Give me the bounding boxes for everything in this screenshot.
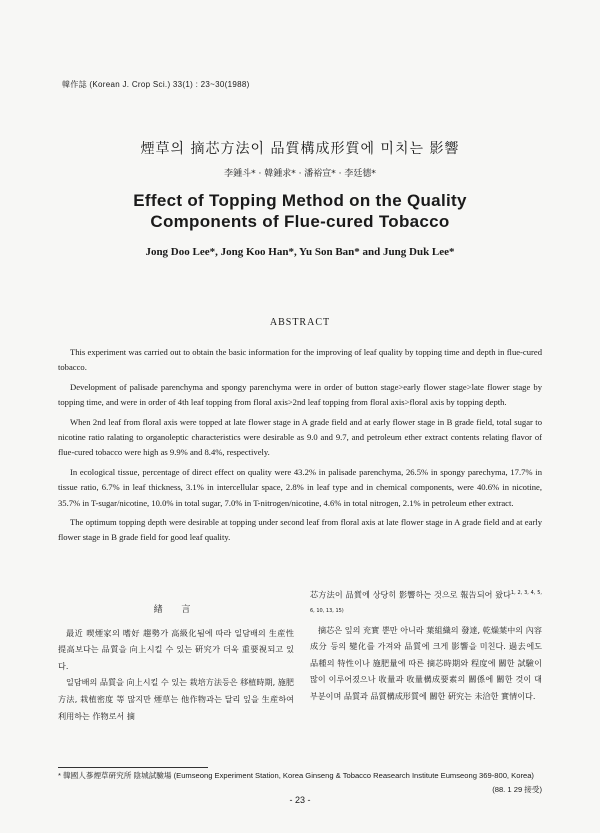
section-heading-introduction: 緖 言 xyxy=(153,605,199,615)
body-left-column xyxy=(58,602,294,724)
continued-text: 芯方法이 品質에 상당히 影響하는 것으로 報告되어 왔다 xyxy=(310,589,511,600)
reference-numbers: 1, 2, 3, 4, 5, 6, 10, 13, 15) xyxy=(310,590,542,615)
journal-citation: 韓作誌 (Korean J. Crop Sci.) 33(1) : 23~30(1988) xyxy=(62,80,250,89)
korean-authors: 李鍾斗* · 韓鍾求* · 潘裕宣* · 李廷德* xyxy=(224,169,376,179)
abstract-body xyxy=(58,345,542,550)
abstract-paragraph: In ecological tissue, percentage of direct effect on quality were 43.2% in palisade parenchyma, 26.5% in spongy parechyma, 17.7% in tissue ratio, 6.7% in leaf thickness, 3.1% in intercellular space, 2.8% in leaf type and in chemical components, were 40.6% in nicotine, 35.7% in T-sugar/nicotine, 10.0% in total sugar, 7.0% in T-nitrogen/nicotine, 4.6% in total nitrogen, 2.1% in petroleum ether extract. xyxy=(58,466,542,508)
body-paragraph: 摘芯은 잎의 充實 뿐만 아니라 葉組織의 發達, 乾燥葉中의 內容成分 등의 變化를 가져와 品質에 크게 影響을 미친다. 過去에도 品種의 特性이나 施肥量에 따른 摘芯時期와 程度에 關한 試驗이 많이 이루어졌으나 收量과 收量構成要素의 關係에 關한 것이 대부분이며 品質과 品質構成形質에 關한 硏究는 未洽한 實情이다. xyxy=(310,624,542,701)
abstract-paragraph: The optimum topping depth were desirable at topping under second leaf from floral axis at late flower stage in A grade field and at early flower stage in B grade field for good leaf quality. xyxy=(58,517,542,543)
body-paragraph: 最近 喫煙家의 嗜好 趨勢가 高級化됨에 따라 일담배의 生産性 提高보다는 品質을 向上시킬 수 있는 硏究가 더욱 重要視되고 있다. xyxy=(58,627,294,671)
affiliation-footnote: * 韓國人蔘煙草硏究所 陰城試驗場 (Eumseong Experiment Station, Korea Ginseng & Tobacco Reasearch Institute Eumseong 369-800, Korea) xyxy=(58,771,534,780)
abstract-heading: ABSTRACT xyxy=(269,317,331,328)
body-right-column xyxy=(310,585,542,705)
english-title-line-2: Components of Flue-cured Tobacco xyxy=(150,212,450,231)
footnote-divider xyxy=(58,767,208,768)
english-title xyxy=(0,190,600,232)
received-date: (88. 1 29 接受) xyxy=(492,785,542,794)
body-paragraph: 일담배의 品質을 向上시킬 수 있는 栽培方法등은 移植時期, 施肥方法, 栽植密度 等 많지만 煙草는 他作物과는 달리 잎을 生産하여 利用하는 作物로서 摘 xyxy=(58,677,294,721)
abstract-paragraph: Development of palisade parenchyma and spongy parenchyma were in order of button stage>early flower stage>late flower stage by topping time, and were in order of 4th leaf topping from floral axis>2nd leaf topping from floral axis>floral axis by topping depth. xyxy=(58,381,542,408)
english-title-line-1: Effect of Topping Method on the Quality xyxy=(133,191,467,210)
abstract-paragraph: When 2nd leaf from floral axis were topped at late flower stage in A grade field and at early flower stage in B grade field, total sugar to nicotine ratio ralating to organoleptic characteristics were desirable as 9.0 and 9.7, and petroleum ether extract contents relating flavor of flue-cured tobacco were high as 9.9% and 8.4%, respectively. xyxy=(58,416,542,458)
body-paragraph-continued xyxy=(310,585,542,622)
page-number: - 23 - xyxy=(289,795,311,805)
abstract-paragraph: This experiment was carried out to obtain the basic information for the improving of leaf quality by topping time and depth in flue-cured tobacco. xyxy=(58,347,542,373)
english-authors: Jong Doo Lee*, Jong Koo Han*, Yu Son Ban* and Jung Duk Lee* xyxy=(145,246,455,258)
korean-title: 煙草의 摘芯方法이 品質構成形質에 미치는 影響 xyxy=(140,141,460,157)
